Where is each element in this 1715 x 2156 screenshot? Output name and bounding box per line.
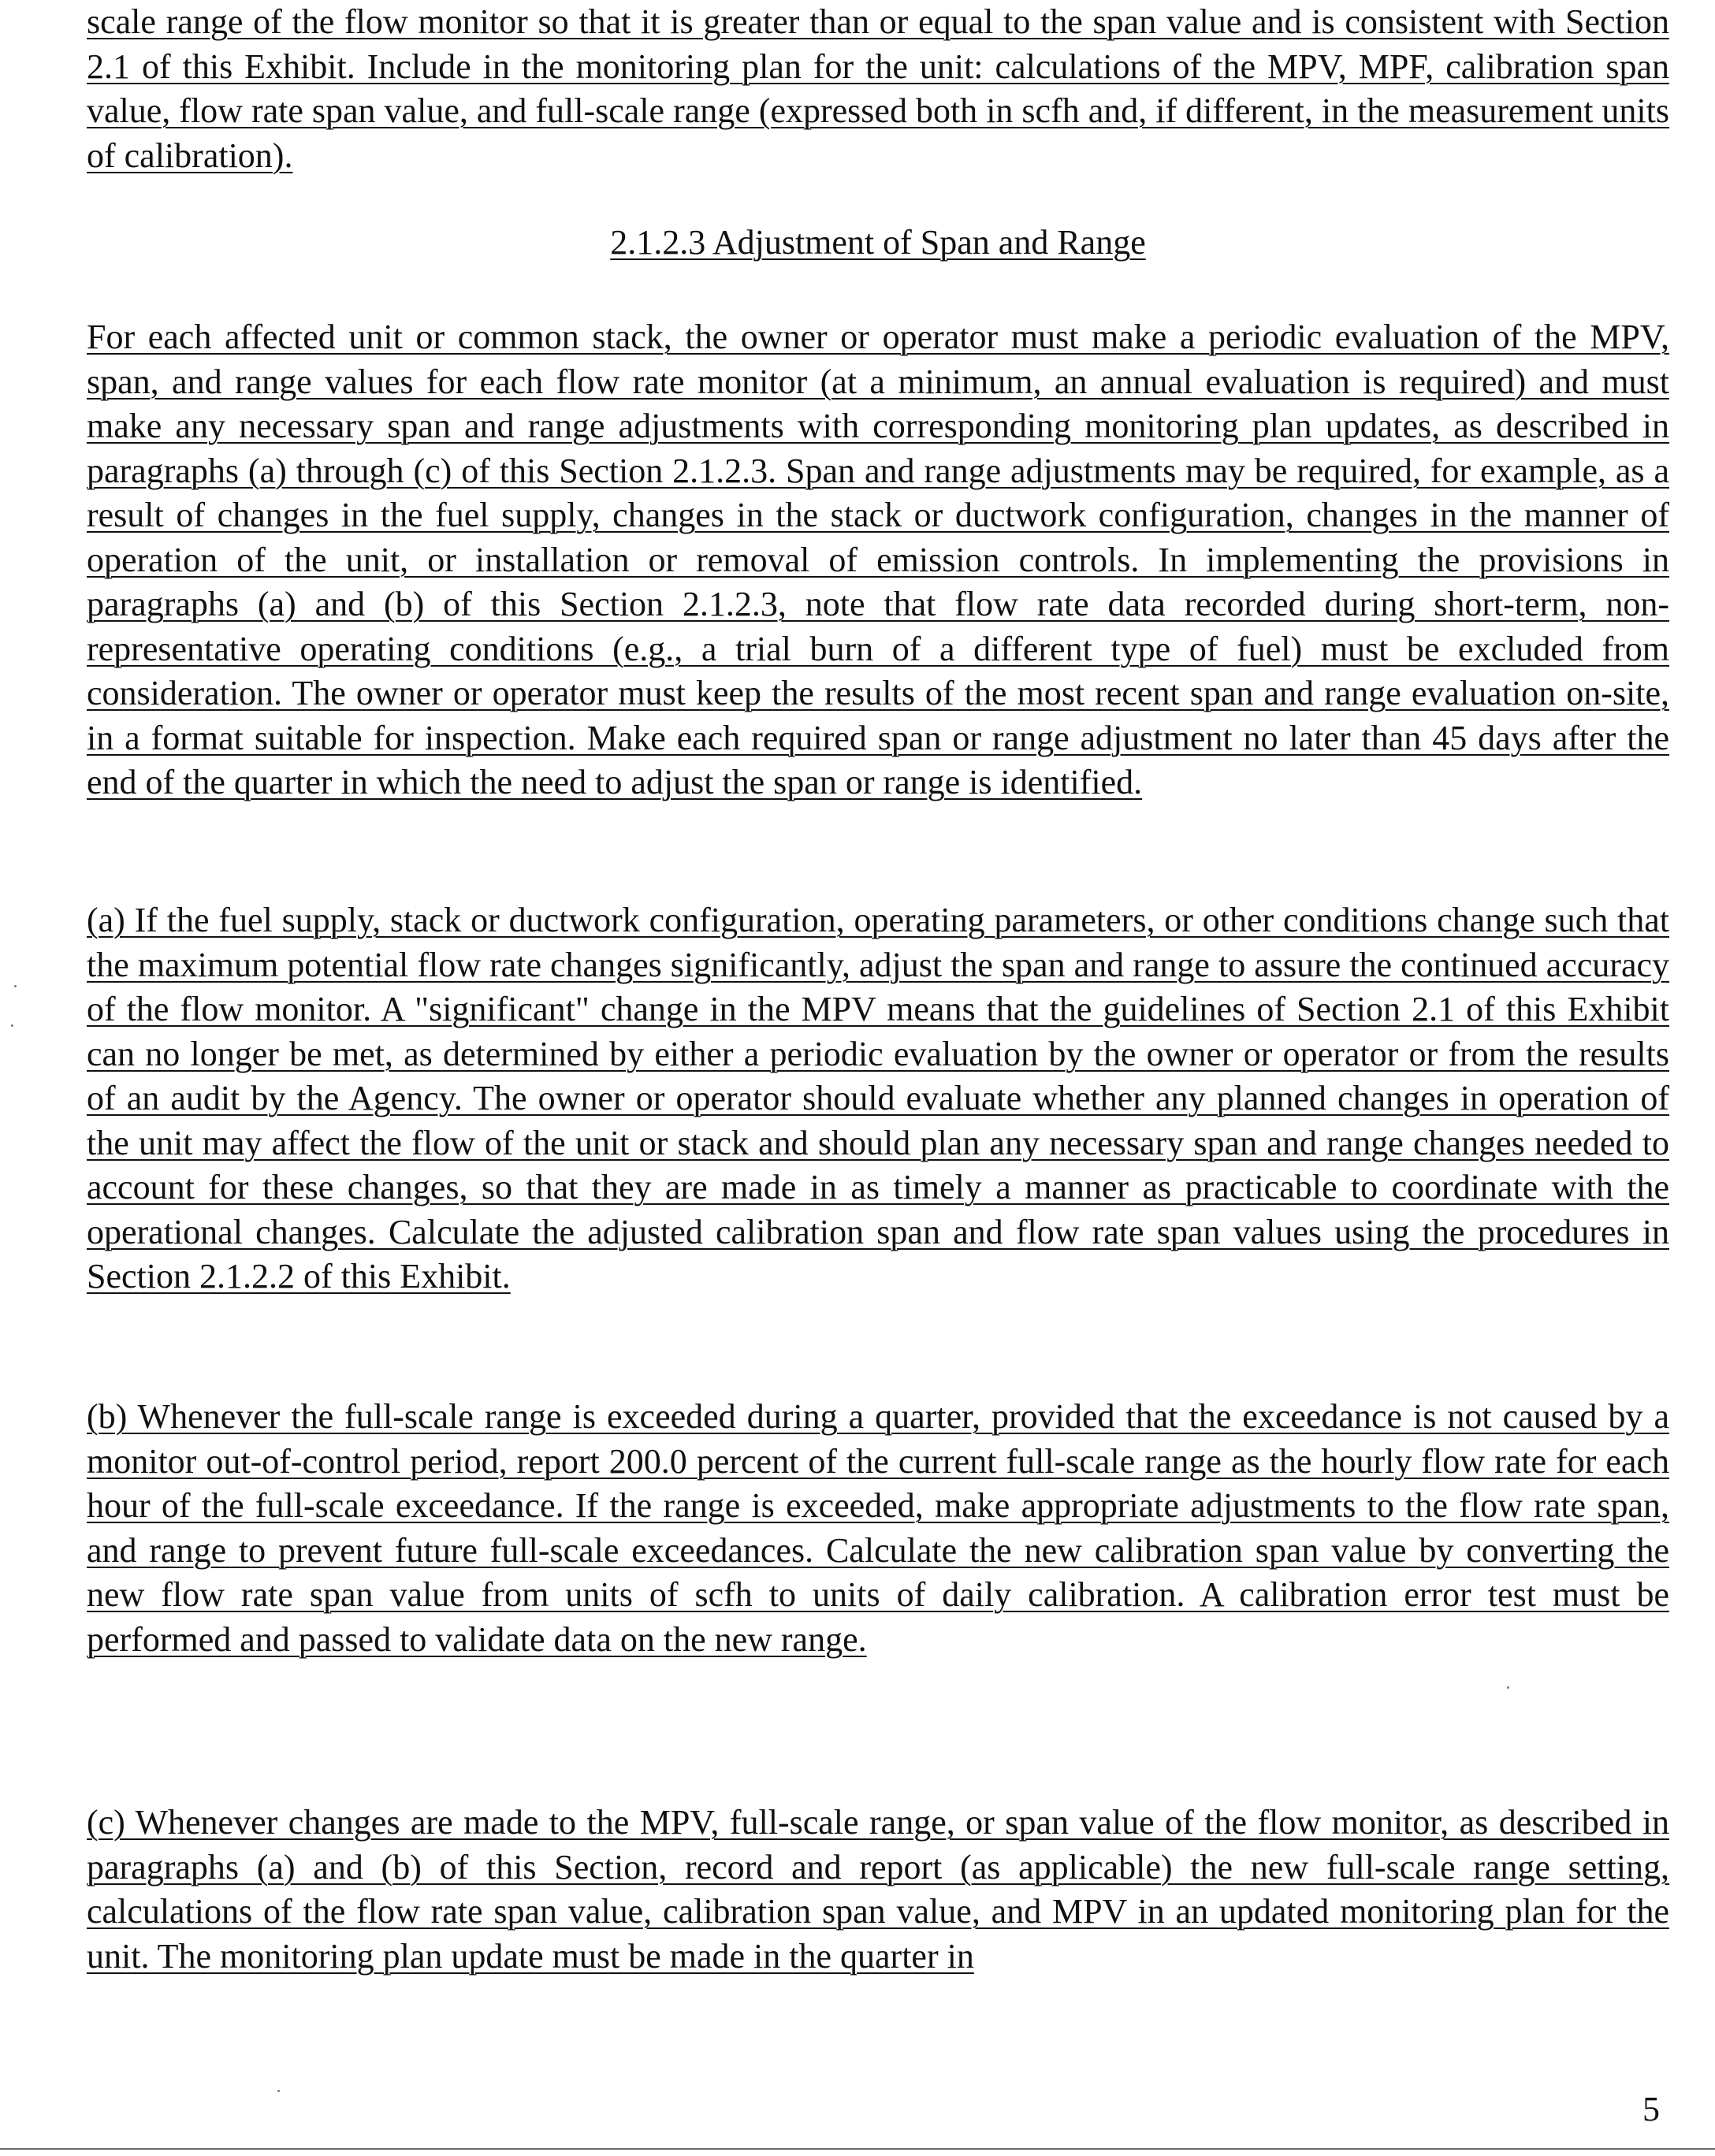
- paragraph-a: (a) If the fuel supply, stack or ductwork configuration, operating parameters, or other conditions change such that the maximum potential flow rate changes significantly, adjust the span and range to assure the continued accuracy of the flow monitor. A "significant" change in the MPV means that the guidelines of Section 2.1 of this Exhibit can no longer be met, as determined by either a periodic evaluation by the owner or operator or from the results of an audit by the Agency. The owner or operator should evaluate whether any planned changes in operation of the unit may affect the flow of the unit or stack and should plan any necessary span and range changes needed to account for these changes, so that they are made in as timely a manner as practicable to coordinate with the operational changes. Calculate the adjusted calibration span and flow rate span values using the procedures in Section 2.1.2.2 of this Exhibit.: [87, 901, 1669, 1295]
- scan-speck: [1507, 1686, 1509, 1689]
- scan-speck: [14, 985, 17, 987]
- paragraph-main: For each affected unit or common stack, the owner or operator must make a periodic evaluation of the MPV, span, and range values for each flow rate monitor (at a minimum, an annual evaluation is required) and must make any necessary span and range adjustments with corresponding monitoring plan updates, as described in paragraphs (a) through (c) of this Section 2.1.2.3. Span and range adjustments may be required, for example, as a result of changes in the fuel supply, changes in the stack or ductwork configuration, changes in the manner of operation of the unit, or installation or removal of emission controls. In implementing the provisions in paragraphs (a) and (b) of this Section 2.1.2.3, note that flow rate data recorded during short-term, non-representative operating conditions (e.g., a trial burn of a different type of fuel) must be excluded from consideration. The owner or operator must keep the results of the most recent span and range evaluation on-site, in a format suitable for inspection. Make each required span or range adjustment no later than 45 days after the end of the quarter in which the need to adjust the span or range is identified.: [87, 318, 1669, 801]
- paragraph-b: (b) Whenever the full-scale range is exceeded during a quarter, provided that the exceedance is not caused by a monitor out-of-control period, report 200.0 percent of the current full-scale range as the hourly flow rate for each hour of the full-scale exceedance. If the range is exceeded, make appropriate adjustments to the flow rate span, and range to prevent future full-scale exceedances. Calculate the new calibration span value by converting the new flow rate span value from units of scfh to units of daily calibration. A calibration error test must be performed and passed to validate data on the new range.: [87, 1397, 1669, 1659]
- paragraph-c: (c) Whenever changes are made to the MPV, full-scale range, or span value of the flow monitor, as described in paragraphs (a) and (b) of this Section, record and report (as applicable) the new full-scale range setting, calculations of the flow rate span value, calibration span value, and MPV in an updated monitoring plan for the unit. The monitoring plan update must be made in the quarter in: [87, 1803, 1669, 1976]
- paragraph-intro: scale range of the flow monitor so that it is greater than or equal to the span value and is consistent with Section 2.1 of this Exhibit. Include in the monitoring plan for the unit: calculations of the MPV, MPF, calibration span value, flow rate span value, and full-scale range (expressed both in scfh and, if different, in the measurement units of calibration).: [87, 2, 1669, 175]
- scan-speck: [11, 1024, 13, 1027]
- scan-speck: [277, 2090, 280, 2092]
- section-heading: 2.1.2.3 Adjustment of Span and Range: [610, 223, 1146, 262]
- page-number: 5: [1642, 2090, 1660, 2128]
- footer-rule: [0, 2148, 1715, 2150]
